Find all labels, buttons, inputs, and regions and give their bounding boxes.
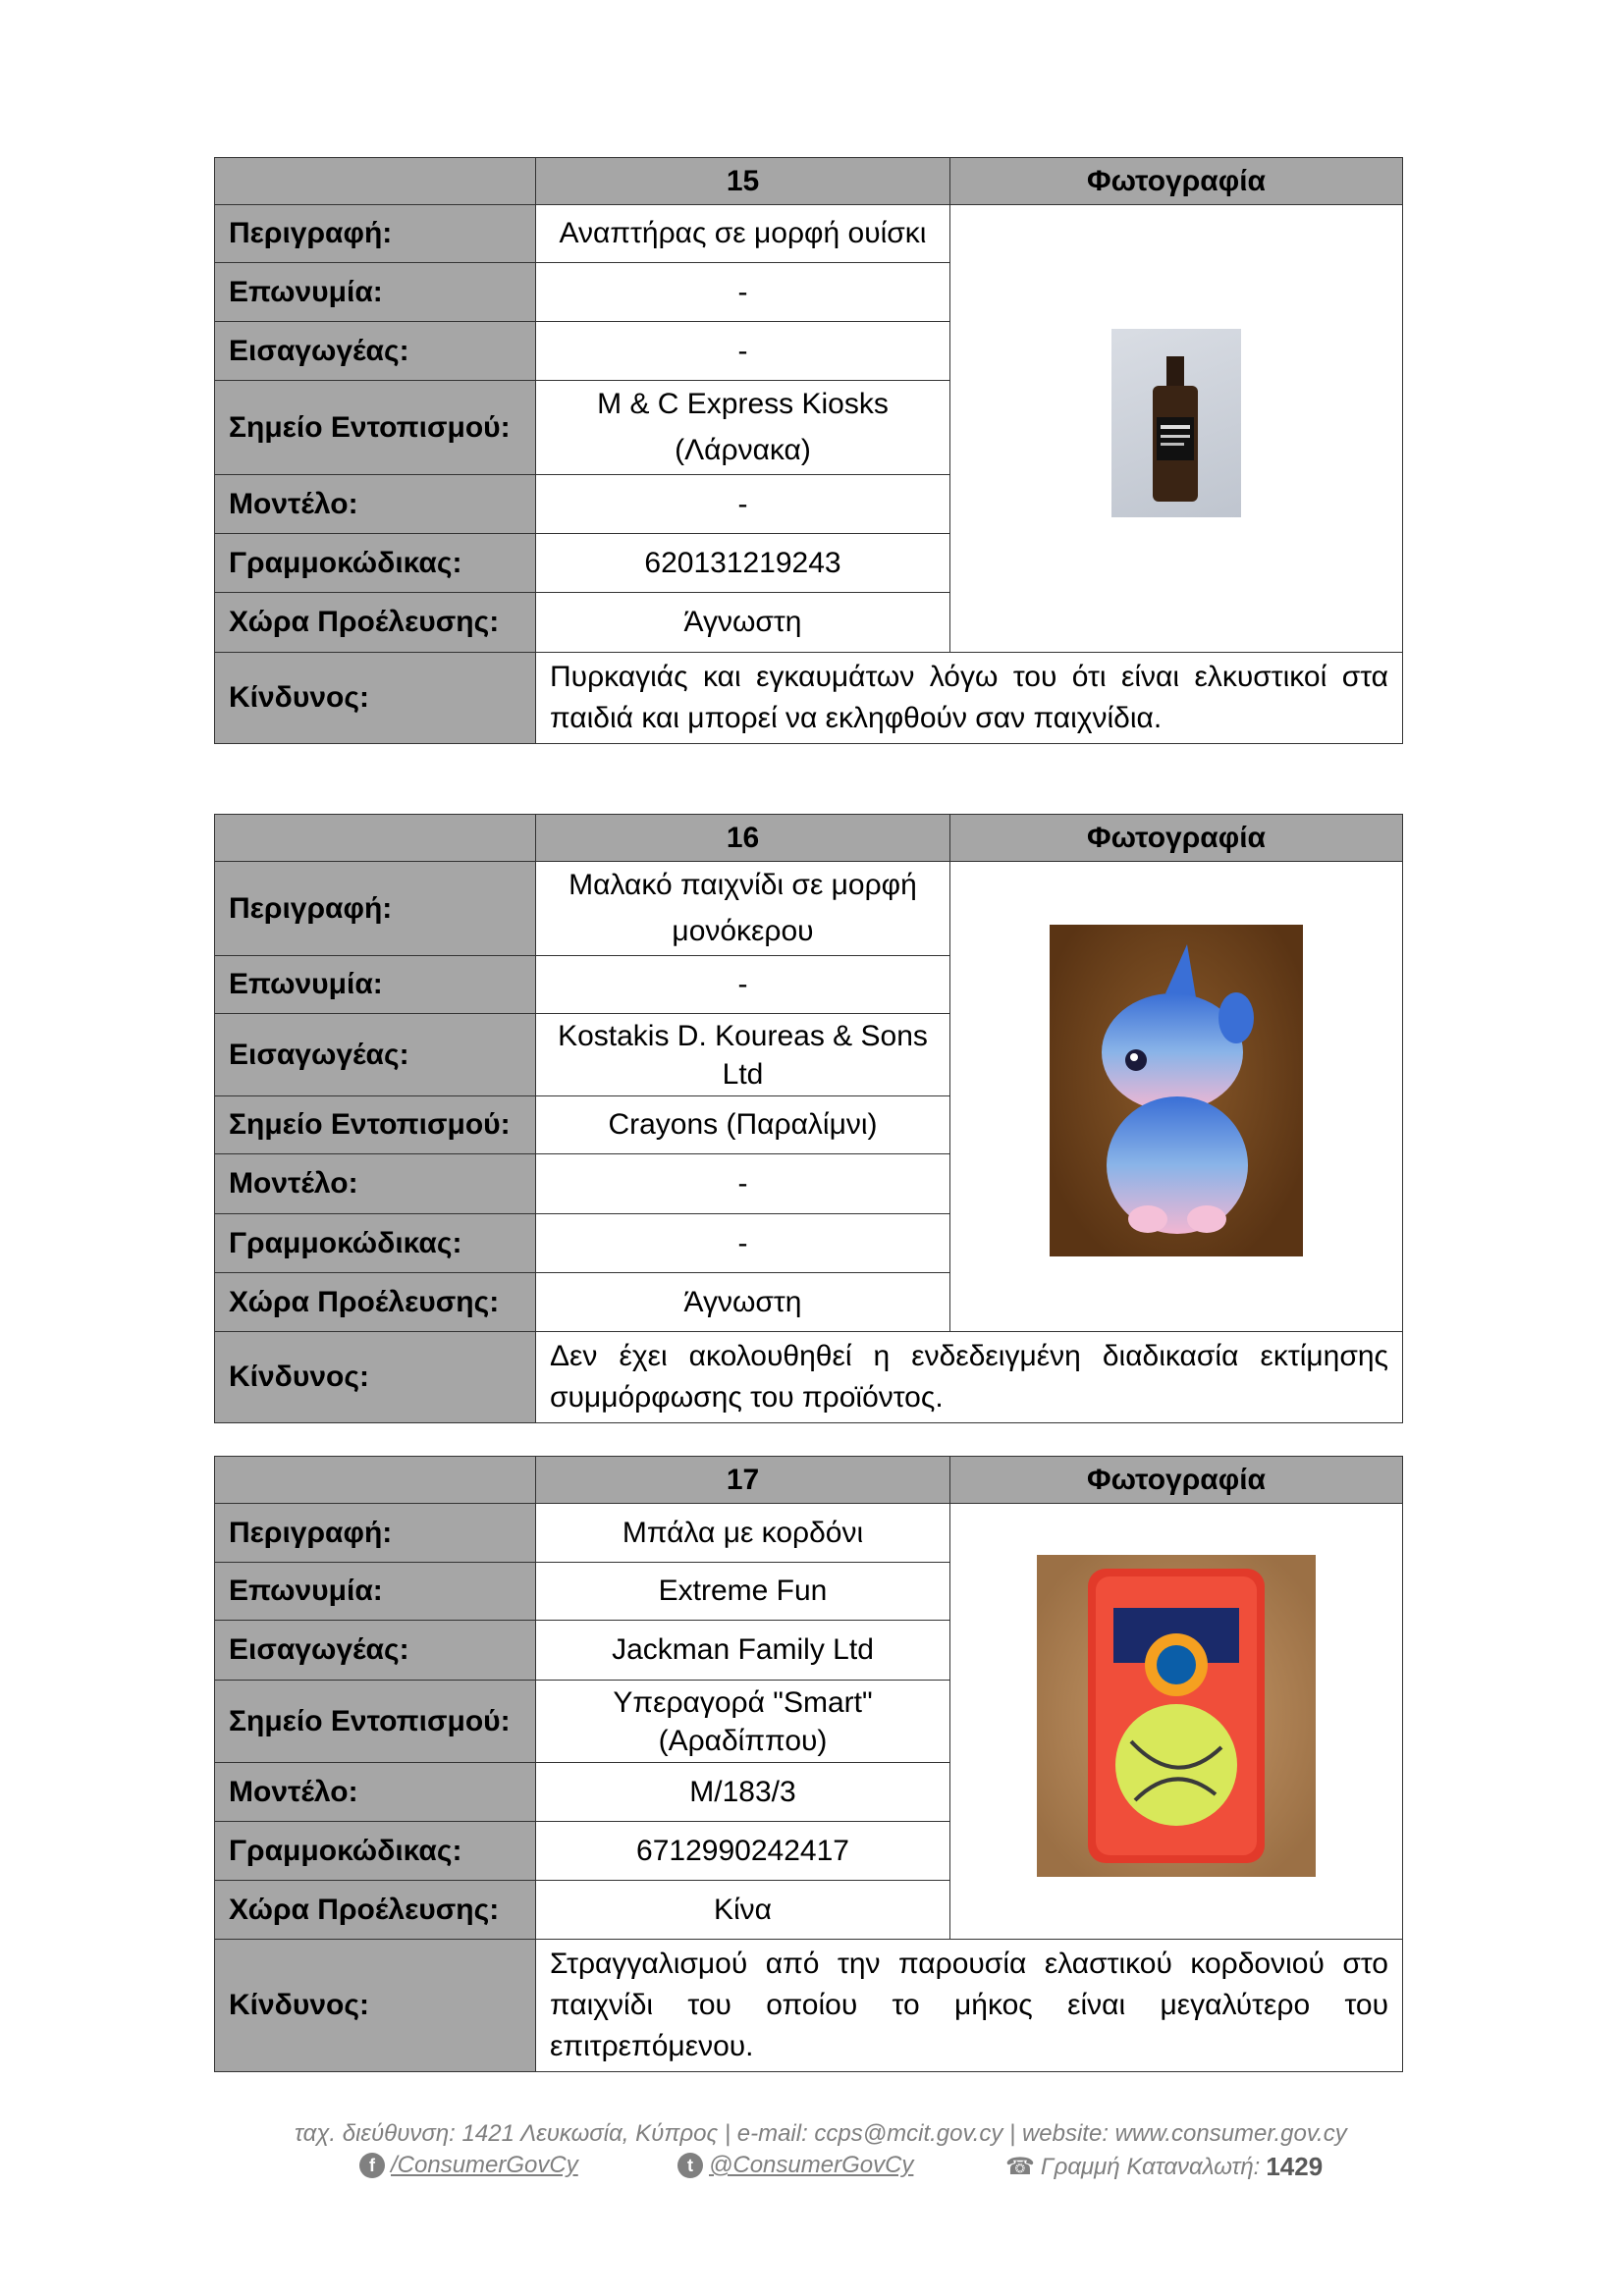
location-value: M & C Express Kiosks (Λάρνακα) (536, 381, 950, 475)
product-table-17 (214, 1456, 1403, 2072)
description-label: Περιγραφή: (215, 205, 536, 263)
model-value: M/183/3 (536, 1763, 950, 1822)
product-number: 16 (536, 815, 950, 862)
brand-label: Επωνυμία: (215, 263, 536, 322)
product-photo-cell (950, 1504, 1403, 1940)
barcode-value: - (536, 1214, 950, 1273)
location-label: Σημείο Εντοπισμού: (215, 381, 536, 475)
product-photo-cell (950, 862, 1403, 1332)
photo-header: Φωτογραφία (950, 1457, 1403, 1504)
facebook-link[interactable]: /ConsumerGovCy (391, 2152, 578, 2178)
risk-label: Κίνδυνος: (215, 653, 536, 744)
model-label: Μοντέλο: (215, 1763, 536, 1822)
description-value: Αναπτήρας σε μορφή ουίσκι (536, 205, 950, 263)
risk-value: Στραγγαλισμού από την παρουσία ελαστικού κορδονιού στο παιχνίδι του οποίου το μήκος είναι μεγαλύτερο του επιτρεπόμενου. (536, 1940, 1403, 2072)
risk-label: Κίνδυνος: (215, 1332, 536, 1423)
importer-label: Εισαγωγέας: (215, 322, 536, 381)
product-number: 15 (536, 158, 950, 205)
facebook-link-group[interactable] (359, 2152, 578, 2179)
brand-value: - (536, 263, 950, 322)
model-value: - (536, 1154, 950, 1214)
hotline-number: 1429 (1266, 2152, 1324, 2181)
twitter-link[interactable]: @ConsumerGovCy (709, 2152, 914, 2178)
location-value: Υπεραγορά "Smart" (Αραδίππου) (536, 1681, 950, 1763)
location-label: Σημείο Εντοπισμού: (215, 1096, 536, 1154)
barcode-value: 6712990242417 (536, 1822, 950, 1881)
importer-value: Jackman Family Ltd (536, 1621, 950, 1681)
footer-address-line: ταχ. διεύθυνση: 1421 Λευκωσία, Κύπρος | e-mail: ccps@mcit.gov.cy | website: www.consumer.gov.cy (295, 2120, 1347, 2147)
product-number: 17 (536, 1457, 950, 1504)
risk-label: Κίνδυνος: (215, 1940, 536, 2072)
importer-label: Εισαγωγέας: (215, 1621, 536, 1681)
brand-label: Επωνυμία: (215, 956, 536, 1014)
description-label: Περιγραφή: (215, 1504, 536, 1563)
hotline-label: Γραμμή Καταναλωτή: (1040, 2153, 1261, 2180)
brand-value: - (536, 956, 950, 1014)
description-label: Περιγραφή: (215, 862, 536, 956)
ball-on-string-package-photo (1037, 1555, 1316, 1877)
risk-value: Πυρκαγιάς και εγκαυμάτων λόγω του ότι είναι ελκυστικοί στα παιδιά και μπορεί να εκληφθούν σαν παιχνίδια. (536, 653, 1403, 744)
product-table-15 (214, 157, 1403, 744)
unicorn-toy-photo (1050, 925, 1303, 1256)
whisky-bottle-lighter-photo (1111, 329, 1241, 517)
bottle-icon (1147, 356, 1204, 504)
model-label: Μοντέλο: (215, 475, 536, 534)
unicorn-icon (1050, 925, 1303, 1256)
brand-value: Extreme Fun (536, 1563, 950, 1621)
product-table-16 (214, 814, 1403, 1423)
description-value: Μπάλα με κορδόνι (536, 1504, 950, 1563)
model-label: Μοντέλο: (215, 1154, 536, 1214)
origin-label: Χώρα Προέλευσης: (215, 1881, 536, 1940)
description-value: Μαλακό παιχνίδι σε μορφή μονόκερου (536, 862, 950, 956)
origin-label: Χώρα Προέλευσης: (215, 593, 536, 653)
origin-value: Άγνωστη (536, 593, 950, 653)
product-photo-cell (950, 205, 1403, 653)
barcode-value: 620131219243 (536, 534, 950, 593)
barcode-label: Γραμμοκώδικας: (215, 1822, 536, 1881)
location-label: Σημείο Εντοπισμού: (215, 1681, 536, 1763)
location-value: Crayons (Παραλίμνι) (536, 1096, 950, 1154)
risk-value: Δεν έχει ακολουθηθεί η ενδεδειγμένη διαδικασία εκτίμησης συμμόρφωσης του προϊόντος. (536, 1332, 1403, 1423)
brand-label: Επωνυμία: (215, 1563, 536, 1621)
origin-value: Κίνα (536, 1881, 950, 1940)
origin-label: Χώρα Προέλευσης: (215, 1273, 536, 1332)
facebook-icon: f (359, 2153, 385, 2178)
model-value: - (536, 475, 950, 534)
importer-label: Εισαγωγέας: (215, 1014, 536, 1096)
importer-value: Kostakis D. Koureas & Sons Ltd (536, 1014, 950, 1096)
barcode-label: Γραμμοκώδικας: (215, 534, 536, 593)
origin-value: Άγνωστη (536, 1273, 950, 1332)
photo-header: Φωτογραφία (950, 158, 1403, 205)
barcode-label: Γραμμοκώδικας: (215, 1214, 536, 1273)
twitter-link-group[interactable] (677, 2152, 913, 2179)
photo-header: Φωτογραφία (950, 815, 1403, 862)
importer-value: - (536, 322, 950, 381)
phone-icon: ☎ (1005, 2154, 1035, 2180)
twitter-icon: t (677, 2153, 703, 2178)
hotline-group (1005, 2152, 1323, 2182)
ball-package-icon (1037, 1555, 1316, 1877)
